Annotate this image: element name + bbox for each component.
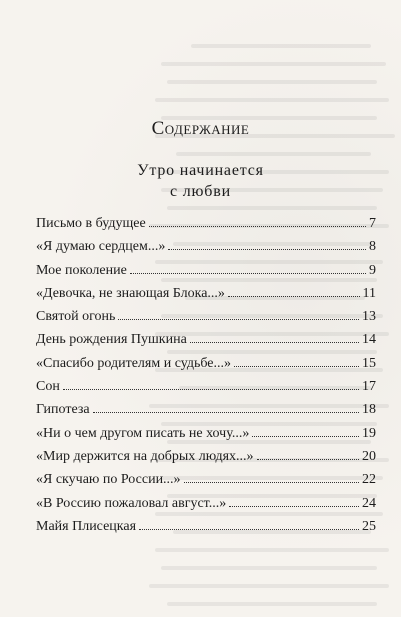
toc-entry-page: 17	[362, 379, 376, 395]
toc-entry-title: «В Россию пожаловал август...»	[36, 495, 227, 511]
toc-entry-page: 7	[369, 216, 376, 231]
toc-entry-title: Гипотеза	[36, 402, 90, 418]
dot-leader	[228, 296, 360, 297]
toc-entry-title: День рождения Пушкина	[36, 332, 187, 348]
toc-entry[interactable]	[36, 216, 376, 239]
section-title	[0, 160, 401, 202]
dot-leader	[93, 412, 359, 413]
toc-entry[interactable]	[36, 426, 376, 449]
toc-entry[interactable]	[36, 472, 376, 495]
toc-entry-page: 24	[362, 495, 376, 511]
toc-entry-page: 25	[362, 518, 376, 534]
toc-entry-page: 11	[362, 285, 376, 301]
dot-leader	[229, 506, 359, 507]
toc-entry[interactable]	[36, 239, 376, 262]
toc-entry-title: «Я думаю сердцем...»	[36, 239, 166, 255]
toc-entry-page: 9	[369, 262, 376, 278]
dot-leader	[234, 366, 359, 367]
toc-entry[interactable]	[36, 286, 376, 309]
toc-entry-page: 22	[362, 472, 376, 488]
toc-entry-title: Майя Плисецкая	[36, 518, 137, 534]
toc-entry-title: «Ни о чем другом писать не хочу...»	[36, 425, 250, 441]
dot-leader	[130, 273, 366, 274]
dot-leader	[139, 529, 359, 530]
toc-entry-title: Письмо в будущее	[36, 216, 146, 231]
toc-entry[interactable]	[36, 449, 376, 472]
toc-entry[interactable]	[36, 263, 376, 286]
toc-entry-title: «Я скучаю по России...»	[36, 472, 181, 488]
dot-leader	[257, 459, 359, 460]
dot-leader	[252, 436, 359, 437]
toc-entry-title: «Девочка, не знающая Блока...»	[36, 285, 225, 301]
toc-entry-page: 14	[362, 332, 376, 348]
toc-entry-title: Святой огонь	[36, 309, 116, 325]
toc-entry[interactable]	[36, 356, 376, 379]
toc-entry-title: Мое поколение	[36, 262, 127, 278]
toc-entry[interactable]	[36, 332, 376, 355]
toc-entry-page: 8	[369, 239, 376, 255]
toc-entry-title: «Спасибо родителям и судьбе...»	[36, 355, 232, 371]
toc-entry-page: 15	[362, 355, 376, 371]
dot-leader	[168, 249, 366, 250]
toc-entry[interactable]	[36, 309, 376, 332]
section-title-line-2: с любви	[170, 183, 231, 200]
toc-entry[interactable]	[36, 379, 376, 402]
toc-entry[interactable]	[36, 496, 376, 519]
toc-entry[interactable]	[36, 519, 376, 542]
toc-entry-page: 18	[362, 402, 376, 418]
table-of-contents	[36, 216, 376, 542]
dot-leader	[63, 389, 359, 390]
contents-heading: Содержание	[151, 118, 250, 139]
section-title-line-1: Утро начинается	[137, 162, 264, 179]
toc-entry-title: «Мир держится на добрых людях...»	[36, 448, 254, 464]
dot-leader	[190, 342, 359, 343]
toc-entry-page: 20	[362, 448, 376, 464]
toc-entry-title: Сон	[36, 379, 60, 395]
toc-entry-page: 19	[362, 425, 376, 441]
toc-entry-page: 13	[362, 309, 376, 325]
dot-leader	[118, 319, 359, 320]
dot-leader	[149, 226, 366, 227]
toc-entry[interactable]	[36, 402, 376, 425]
dot-leader	[184, 482, 359, 483]
